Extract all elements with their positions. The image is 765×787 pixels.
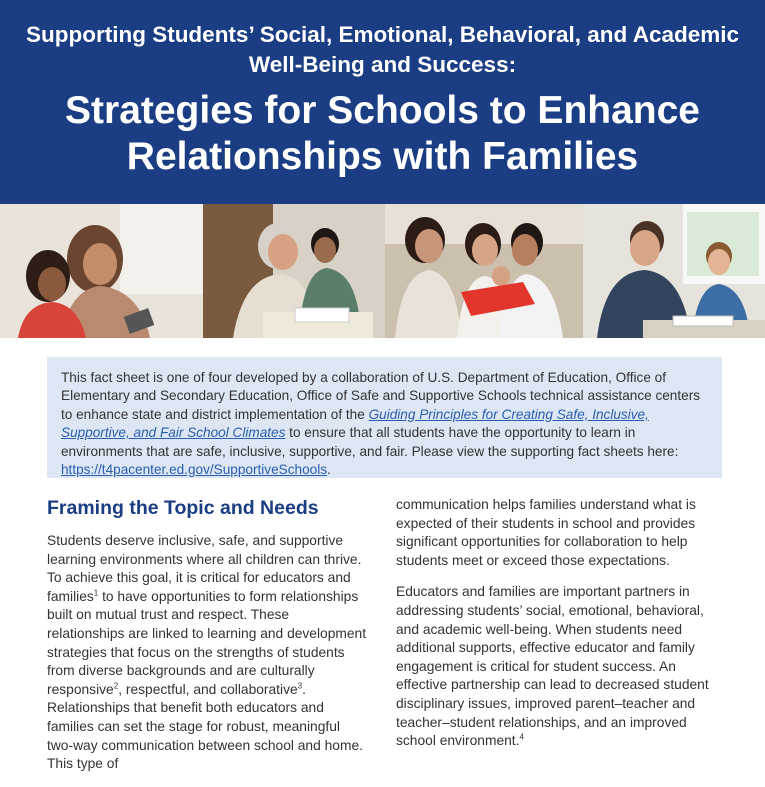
document-subtitle: Supporting Students’ Social, Emotional, Behavioral, and Academic Well-Being and Success: — [25, 22, 740, 77]
right-column — [396, 496, 726, 764]
footnote-ref-3: 3 — [297, 681, 303, 691]
guiding-principles-link[interactable]: Guiding Principles for Creating Safe, Inclusive, Supportive, and Fair School Climates — [61, 406, 649, 441]
section-heading: Framing the Topic and Needs — [47, 497, 319, 519]
paragraph-text: Students deserve inclusive, safe, and supportive learning environments where all children can thrive. To achieve this goal, it is critical for educators and families — [47, 533, 362, 604]
left-column — [47, 496, 367, 787]
title-banner — [0, 0, 765, 204]
footnote-ref-4: 4 — [519, 732, 524, 742]
family-reading-together-photo — [385, 204, 583, 338]
fact-sheet-note — [47, 357, 722, 478]
note-text-end: . — [327, 462, 331, 478]
note-text-cont: to ensure that all students have the opportunity to learn in environments that are safe, inclusive, supportive, and fair. Please view the supporting fact sheets here: — [61, 425, 679, 459]
framing-paragraph-2 — [396, 583, 726, 750]
note-text: This fact sheet is one of four developed by a collaboration of U.S. Department of Education, Office of Elementary and Secondary Education, Office of Safe and Supportive Schools technical assistance centers to enhance state and district implementation of the — [61, 370, 701, 422]
mother-and-daughter-with-tablet-photo — [0, 204, 203, 338]
grandfather-helping-boy-study-photo — [203, 204, 385, 338]
footnote-ref-2: 2 — [113, 681, 119, 691]
framing-paragraph-continued: communication helps families understand what is expected of their students in school and provides significant opportunities for collaboration to help students meet or exceed those expectations. — [396, 497, 696, 568]
paragraph-text: to have opportunities to form relationships built on mutual trust and respect. These relationships are linked to learning and development strategies that focus on the strengths of students from diverse backgrounds and are culturally responsive — [47, 588, 367, 697]
supportive-schools-url-link[interactable]: https://t4pacenter.ed.gov/SupportiveSchools — [61, 462, 328, 478]
paragraph-text: . Relationships that benefit both educators and families can set the stage for robust, meaningful two-way communication between school and home. This type of — [47, 681, 363, 772]
photo-strip — [0, 204, 765, 338]
footnote-ref-1: 1 — [93, 588, 99, 598]
framing-paragraph-1 — [47, 532, 367, 774]
paragraph-text: Educators and families are important partners in addressing students’ social, emotional, behavioral, and academic well-being. When students need additional supports, effective educator and family engagement is critical for student success. An effective partnership can lead to decreased student disciplinary issues, improved parent–teacher and teacher–student relationships, and an improved school environment. — [396, 584, 709, 749]
father-helping-son-homework-photo — [583, 204, 765, 338]
paragraph-text: , respectful, and collaborative — [118, 681, 298, 697]
document-title: Strategies for Schools to Enhance Relationships with Families — [65, 89, 700, 178]
